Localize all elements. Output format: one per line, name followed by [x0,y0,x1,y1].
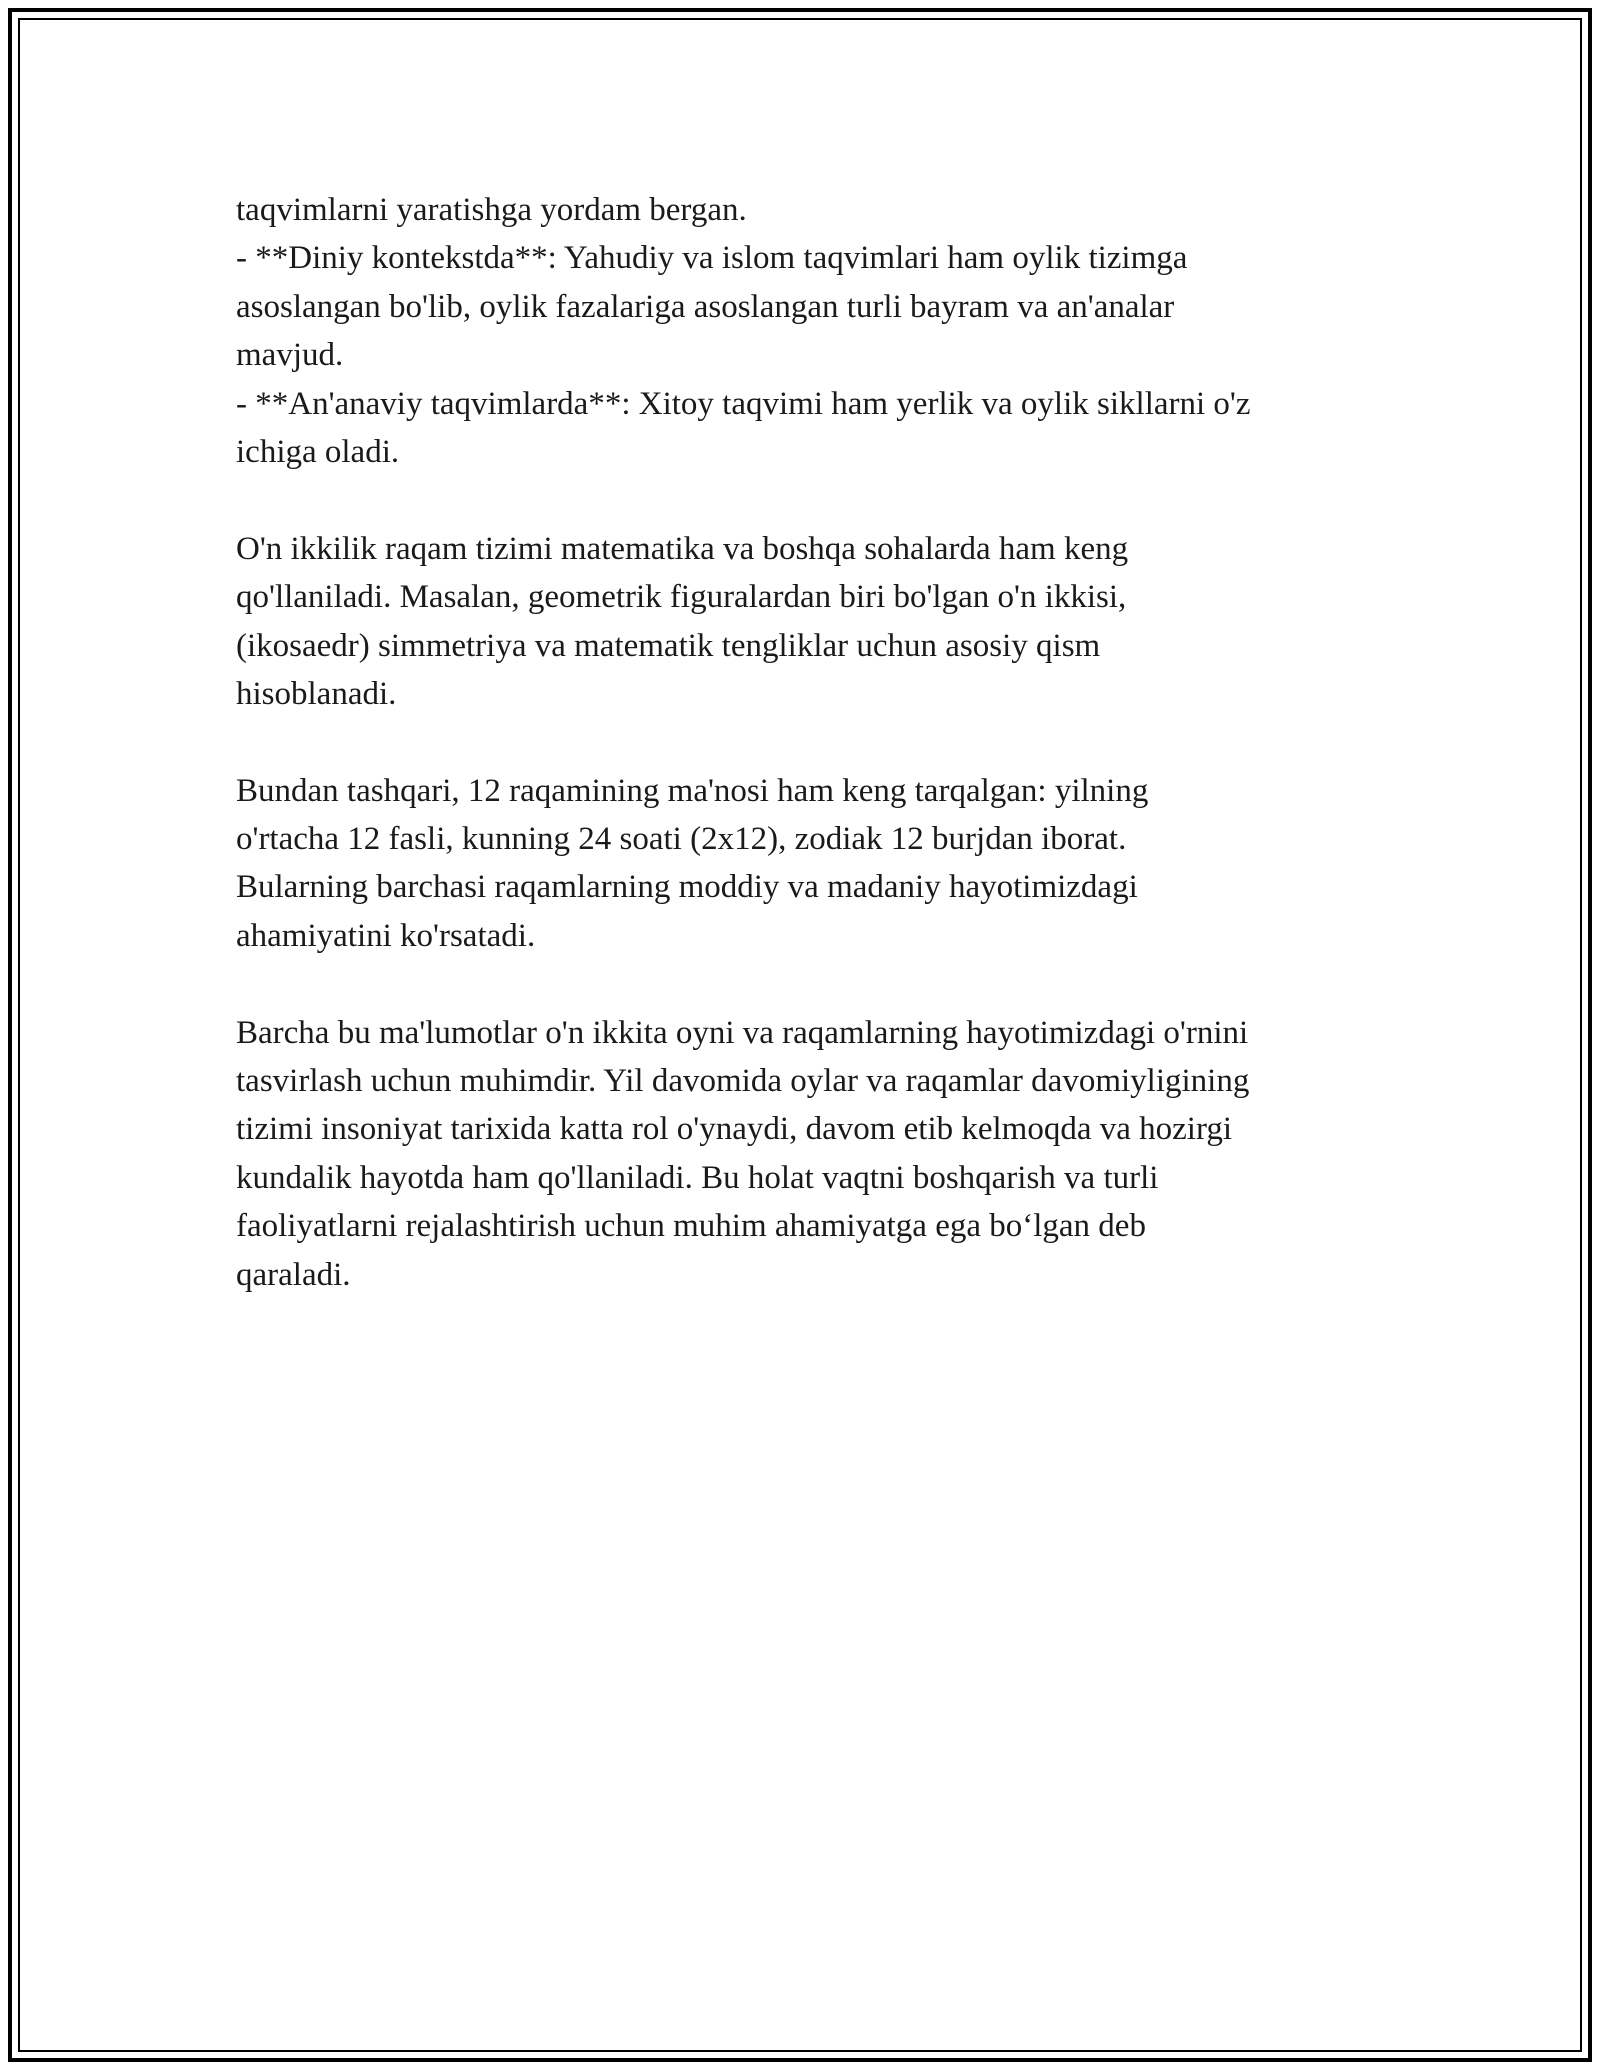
text-line: qo'llaniladi. Masalan, geometrik figuralardan biri bo'lgan o'n ikkisi, [236,579,1127,616]
text-line: taqvimlarni yaratishga yordam bergan. [236,192,747,228]
paragraph-spacer [236,476,1396,524]
paragraph-duodecimal [236,525,1396,719]
text-line: tasvirlash uchun muhimdir. Yil davomida oylar va raqamlar davomiyligining [236,1063,1250,1100]
text-line: faoliyatlarni rejalashtirish uchun muhim ahamiyatga ega bo‘lgan deb [236,1208,1146,1245]
paragraph-spacer [236,718,1396,766]
text-line: mavjud. [236,337,344,374]
text-line: qaraladi. [236,1256,351,1293]
text-line: ahamiyatini ko'rsatadi. [236,917,536,954]
text-line: tizimi insoniyat tarixida katta rol o'ynaydi, davom etib kelmoqda va hozirgi [236,1111,1233,1148]
text-line: kundalik hayotda ham qo'llaniladi. Bu holat vaqtni boshqarish va turli [236,1159,1159,1196]
paragraph-conclusion [236,1009,1396,1299]
text-line: o'rtacha 12 fasli, kunning 24 soati (2x12), zodiak 12 burjdan iborat. [236,821,1127,858]
text-line: Barcha bu ma'lumotlar o'n ikkita oyni va raqamlarning hayotimizdagi o'rnini [236,1014,1249,1051]
text-line: asoslangan bo'lib, oylik fazalariga asoslangan turli bayram va an'analar [236,288,1175,325]
paragraph-spacer [236,960,1396,1008]
text-line: ichiga oladi. [236,433,400,470]
text-line: Bundan tashqari, 12 raqamining ma'nosi ham keng tarqalgan: yilning [236,772,1149,809]
text-line: - **Diniy kontekstda**: Yahudiy va islom taqvimlari ham oylik tizimga [236,240,1188,277]
document-body [236,186,1396,1299]
text-line: O'n ikkilik raqam tizimi matematika va boshqa sohalarda ham keng [236,530,1129,567]
text-line: - **An'anaviy taqvimlarda**: Xitoy taqvimi ham yerlik va oylik sikllarni o'z [236,385,1251,422]
paragraph-number-twelve [236,767,1396,961]
text-line: (ikosaedr) simmetriya va matematik tengliklar uchun asosiy qism [236,627,1101,664]
text-line: hisoblanadi. [236,675,397,712]
paragraph-calendars [236,186,1396,476]
text-line: Bularning barchasi raqamlarning moddiy va madaniy hayotimizdagi [236,869,1138,906]
